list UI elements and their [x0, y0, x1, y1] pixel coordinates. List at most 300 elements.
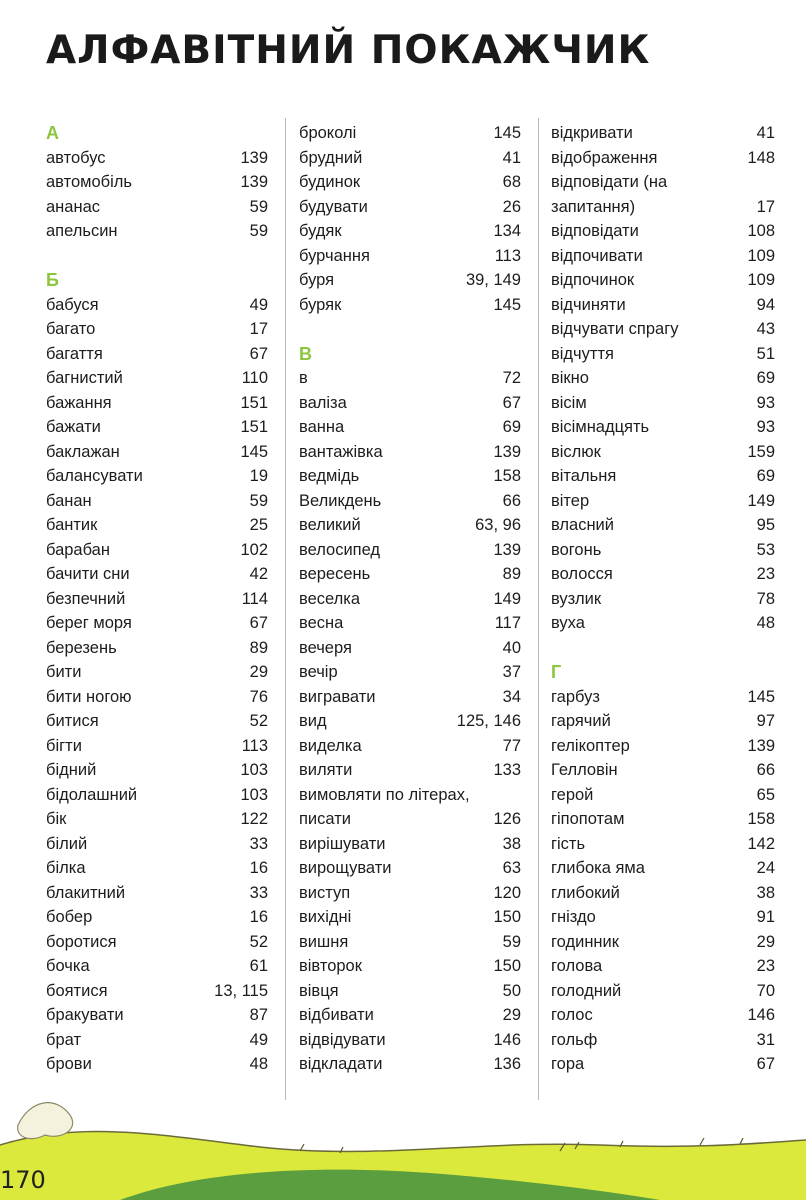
index-entry: [551, 930, 775, 955]
page-reference: 40: [502, 638, 521, 657]
index-entry: [46, 660, 268, 685]
index-term: берег моря: [46, 614, 132, 632]
page-reference: 33: [249, 834, 268, 853]
index-entry: [551, 881, 775, 906]
index-term: вуха: [551, 614, 585, 632]
index-entry: [299, 562, 521, 587]
index-entry: [46, 856, 268, 881]
index-entry: [299, 244, 521, 269]
index-term: відчувати спрагу: [551, 320, 679, 338]
page-reference: 150: [493, 957, 521, 975]
index-term: бік: [46, 810, 67, 828]
index-term: вітальня: [551, 467, 617, 485]
index-entry: [46, 562, 268, 587]
page-reference: 91: [756, 908, 775, 926]
index-entry: [46, 979, 268, 1004]
index-term: ванна: [299, 418, 345, 436]
index-entry: [299, 832, 521, 857]
page-reference: 67: [756, 1055, 775, 1073]
index-term: в: [299, 369, 308, 387]
page-reference: 67: [249, 614, 268, 632]
page-reference: 93: [756, 418, 775, 436]
page-reference: 59: [502, 932, 521, 951]
index-entry: [551, 905, 775, 930]
index-entry: [551, 758, 775, 783]
index-term: будинок: [299, 173, 361, 191]
page-reference: 113: [241, 736, 268, 755]
index-entry: [46, 734, 268, 759]
index-entry: [46, 464, 268, 489]
index-term: вересень: [299, 565, 371, 583]
index-entry: [46, 758, 268, 783]
index-entry: [551, 195, 775, 220]
page-reference: 125, 146: [456, 712, 521, 730]
page-reference: 39, 149: [465, 271, 521, 289]
page-reference: 43: [756, 320, 775, 338]
index-entry: [551, 489, 775, 514]
index-entry: [46, 415, 268, 440]
section-letter: Г: [551, 662, 562, 682]
index-entry: [551, 170, 775, 195]
index-entry: [46, 1052, 268, 1077]
page-reference: 38: [502, 834, 521, 853]
index-term: бачити сни: [46, 565, 130, 583]
index-term: відпочивати: [551, 246, 643, 265]
index-term: вогонь: [551, 540, 602, 559]
page-reference: 151: [240, 393, 268, 412]
section-gap: [551, 636, 775, 661]
index-term: голодний: [551, 981, 622, 1000]
index-entry: [551, 709, 775, 734]
index-entry: [551, 832, 775, 857]
page-reference: 66: [756, 761, 775, 779]
index-term: відкладати: [299, 1055, 383, 1073]
page-reference: 16: [249, 908, 268, 926]
index-term: автобус: [46, 148, 106, 167]
index-term: велосипед: [299, 540, 381, 559]
index-column-2: [299, 121, 521, 1077]
index-term: власний: [551, 516, 614, 534]
index-entry: [299, 954, 521, 979]
index-term: бідний: [46, 761, 97, 779]
page-reference: 49: [249, 1030, 268, 1049]
page-reference: 68: [502, 173, 521, 191]
page-reference: 94: [756, 295, 775, 314]
index-term: глибока яма: [551, 859, 645, 877]
page-reference: 145: [493, 295, 521, 314]
index-term: боротися: [46, 932, 117, 951]
page-reference: 97: [756, 712, 775, 730]
index-term: безпечний: [46, 589, 126, 608]
page-reference: 95: [756, 516, 775, 534]
index-term: брудний: [299, 148, 363, 167]
index-entry: [551, 317, 775, 342]
index-term: відповідати (на: [551, 173, 668, 191]
page-reference: 38: [756, 883, 775, 902]
index-entry: [299, 758, 521, 783]
page-reference: 77: [502, 736, 521, 755]
page-reference: 37: [502, 663, 521, 681]
page-reference: 78: [756, 589, 775, 608]
index-term: буряк: [299, 295, 342, 314]
index-term: апельсин: [46, 222, 118, 240]
page-reference: 67: [249, 344, 268, 363]
index-term: вівторок: [299, 957, 362, 975]
index-term: битися: [46, 712, 99, 730]
page-reference: 42: [249, 565, 268, 583]
index-term: бобер: [46, 908, 93, 926]
index-term: буря: [299, 271, 335, 289]
index-term: гіпопотам: [551, 810, 625, 828]
index-term: банан: [46, 491, 92, 510]
index-entry: [299, 930, 521, 955]
index-term: гніздо: [551, 908, 596, 926]
page-reference: 19: [249, 467, 268, 485]
page-reference: 145: [240, 442, 268, 461]
index-term: відповідати: [551, 222, 639, 240]
index-term: бабуся: [46, 295, 99, 314]
page-reference: 146: [493, 1030, 521, 1049]
index-term: валіза: [299, 393, 347, 412]
index-term: Великдень: [299, 491, 382, 510]
page-reference: 145: [747, 687, 775, 706]
page-reference: 134: [493, 222, 521, 240]
page-reference: 16: [249, 859, 268, 877]
index-term: вишня: [299, 932, 349, 951]
index-entry: [299, 660, 521, 685]
index-term: гарячий: [551, 712, 611, 730]
section-gap: [299, 317, 521, 342]
index-entry: [299, 856, 521, 881]
index-entry: [46, 538, 268, 563]
index-entry: [551, 562, 775, 587]
index-entry: [299, 881, 521, 906]
page-reference: 120: [493, 883, 521, 902]
index-term: глибокий: [551, 883, 620, 902]
index-entry: [299, 464, 521, 489]
index-term: багнистий: [46, 369, 123, 387]
index-entry: [46, 1003, 268, 1028]
index-entry: [46, 489, 268, 514]
index-entry: [551, 783, 775, 808]
index-entry: [299, 685, 521, 710]
page-reference: 67: [502, 393, 521, 412]
page-reference: 51: [756, 344, 775, 363]
index-entry: [551, 954, 775, 979]
page-title: АЛФАВІТНИЙ ПОКАЖЧИК: [46, 28, 651, 73]
index-entry: [299, 611, 521, 636]
page-reference: 26: [502, 197, 521, 216]
page-reference: 49: [249, 295, 268, 314]
index-entry: [46, 195, 268, 220]
page-reference: 122: [240, 810, 268, 828]
index-entry: [46, 587, 268, 612]
page-reference: 69: [756, 369, 775, 387]
index-entry: [299, 979, 521, 1004]
index-entry: [46, 391, 268, 416]
index-entry: [551, 464, 775, 489]
index-term: бити ногою: [46, 687, 132, 706]
page-reference: 13, 115: [214, 981, 268, 1000]
index-entry: [551, 611, 775, 636]
index-term: відбивати: [299, 1006, 374, 1024]
index-entry: [299, 587, 521, 612]
index-term: баклажан: [46, 442, 120, 461]
index-term: вид: [299, 712, 327, 730]
index-term: бігти: [46, 736, 82, 755]
index-column-1: [46, 121, 268, 1077]
index-term: ведмідь: [299, 467, 360, 485]
page-reference: 25: [249, 516, 268, 534]
index-term: гольф: [551, 1030, 598, 1049]
index-term: гість: [551, 834, 586, 853]
index-entry: [46, 513, 268, 538]
index-entry: [551, 734, 775, 759]
index-term: бити: [46, 663, 82, 681]
index-entry: [46, 293, 268, 318]
page-reference: 52: [249, 932, 268, 951]
page-reference: 29: [502, 1006, 521, 1024]
index-entry: [299, 905, 521, 930]
index-entry: [299, 195, 521, 220]
page-reference: 65: [756, 785, 775, 804]
index-term: бажання: [46, 393, 112, 412]
index-term: виляти: [299, 761, 353, 779]
index-entry: [46, 807, 268, 832]
index-entry: [551, 1052, 775, 1077]
index-term: боятися: [46, 981, 108, 1000]
page-reference: 146: [747, 1006, 775, 1024]
index-entry: [551, 268, 775, 293]
page-reference: 17: [756, 197, 775, 216]
page-reference: 50: [502, 981, 521, 1000]
index-term: відображення: [551, 148, 658, 167]
section-letter: А: [46, 123, 59, 143]
index-term: брат: [46, 1030, 81, 1049]
page-reference: 158: [493, 467, 521, 485]
index-term: ананас: [46, 197, 101, 216]
index-entry: [299, 734, 521, 759]
index-term: будяк: [299, 222, 342, 240]
page-reference: 102: [240, 540, 268, 559]
page-reference: 89: [502, 565, 521, 583]
index-term: будувати: [299, 197, 368, 216]
index-entry: [551, 685, 775, 710]
page-reference: 149: [747, 491, 775, 510]
index-term: брови: [46, 1055, 92, 1073]
index-term: вісімнадцять: [551, 418, 650, 436]
index-term: годинник: [551, 932, 619, 951]
index-term: відкривати: [551, 124, 633, 142]
page-reference: 34: [502, 687, 521, 706]
index-term: виделка: [299, 736, 362, 755]
page-reference: 145: [493, 124, 521, 142]
index-term: білий: [46, 834, 88, 853]
index-entry: [551, 1003, 775, 1028]
index-entry: [299, 415, 521, 440]
index-term: бочка: [46, 957, 90, 975]
index-entry: [299, 1028, 521, 1053]
index-term: багато: [46, 320, 96, 338]
index-term: білка: [46, 859, 86, 877]
index-entry: [46, 611, 268, 636]
index-entry: [551, 513, 775, 538]
page-number: 170: [0, 1166, 46, 1194]
index-entry: [551, 121, 775, 146]
index-entry: [46, 832, 268, 857]
index-term: бракувати: [46, 1006, 124, 1024]
column-divider: [538, 118, 539, 1100]
page-reference: 150: [493, 908, 521, 926]
page-reference: 108: [747, 222, 775, 240]
index-term: виступ: [299, 883, 351, 902]
index-term: вітер: [551, 491, 590, 510]
index-term: автомобіль: [46, 173, 132, 191]
page-reference: 63: [502, 859, 521, 877]
index-term: вісім: [551, 393, 587, 412]
index-term: вимовляти по літерах,: [299, 785, 470, 804]
page-reference: 103: [240, 761, 268, 779]
index-entry: [551, 244, 775, 269]
page-reference: 103: [240, 785, 268, 804]
index-entry: [46, 317, 268, 342]
index-entry: [46, 170, 268, 195]
page-reference: 59: [249, 491, 268, 510]
index-term: бідолашний: [46, 785, 138, 804]
page-reference: 63, 96: [475, 516, 521, 534]
page-reference: 59: [249, 222, 268, 240]
index-entry: [299, 489, 521, 514]
index-term: віслюк: [551, 442, 601, 461]
index-entry: [551, 366, 775, 391]
page-reference: 110: [241, 369, 268, 387]
index-entry: [299, 783, 521, 808]
index-entry: [299, 440, 521, 465]
index-entry: [299, 538, 521, 563]
index-entry: [299, 1003, 521, 1028]
index-entry: [299, 121, 521, 146]
index-term: гелікоптер: [551, 736, 630, 755]
index-entry: [551, 415, 775, 440]
index-entry: [46, 1028, 268, 1053]
index-entry: [299, 366, 521, 391]
page-reference: 109: [747, 246, 775, 265]
column-divider: [285, 118, 286, 1100]
index-term: блакитний: [46, 883, 126, 902]
index-term: броколі: [299, 124, 357, 142]
page-reference: 17: [249, 320, 268, 338]
index-term: веселка: [299, 589, 361, 608]
index-term: відвідувати: [299, 1030, 386, 1049]
index-entry: [551, 293, 775, 318]
page-reference: 61: [249, 957, 268, 975]
page-reference: 151: [240, 418, 268, 436]
index-term: відчуття: [551, 344, 614, 363]
index-entry: [46, 219, 268, 244]
page-reference: 93: [756, 393, 775, 412]
page-reference: 29: [756, 932, 775, 951]
page-reference: 148: [747, 148, 775, 167]
index-term: вихідні: [299, 908, 352, 926]
index-term: барабан: [46, 540, 110, 559]
index-term: бурчання: [299, 246, 370, 265]
page-reference: 24: [756, 859, 775, 877]
index-term: березень: [46, 638, 117, 657]
index-term: герой: [551, 785, 594, 804]
page-reference: 41: [502, 148, 521, 167]
page-reference: 117: [494, 614, 521, 632]
page-reference: 48: [249, 1055, 268, 1073]
page-reference: 139: [747, 736, 775, 755]
index-term: відпочинок: [551, 271, 635, 289]
index-term: Гелловін: [551, 761, 618, 779]
index-entry: [299, 219, 521, 244]
index-entry: [551, 391, 775, 416]
grass-landscape-illustration: [0, 1085, 806, 1200]
index-entry: [46, 930, 268, 955]
section-letter: Б: [46, 270, 59, 290]
index-entry: [551, 342, 775, 367]
index-entry: [551, 440, 775, 465]
page-reference: 113: [494, 246, 521, 265]
index-entry: [46, 636, 268, 661]
page-reference: 139: [240, 148, 268, 167]
page-reference: 53: [756, 540, 775, 559]
index-entry: [299, 268, 521, 293]
page-reference: 114: [241, 589, 268, 608]
page-reference: 149: [493, 589, 521, 608]
page-reference: 139: [493, 442, 521, 461]
index-term: вечір: [299, 663, 338, 681]
index-term: вівця: [299, 981, 339, 1000]
index-term: багаття: [46, 344, 103, 363]
index-term: вантажівка: [299, 442, 383, 461]
index-term: голова: [551, 957, 603, 975]
index-entry: [551, 538, 775, 563]
page-reference: 70: [756, 981, 775, 1000]
index-term: вирішувати: [299, 834, 386, 853]
index-entry: [299, 170, 521, 195]
page-reference: 52: [249, 712, 268, 730]
index-term: запитання): [551, 197, 636, 216]
page-reference: 159: [747, 442, 775, 461]
index-entry: [46, 366, 268, 391]
index-term: вигравати: [299, 687, 376, 706]
index-term: писати: [299, 810, 351, 828]
index-entry: [299, 391, 521, 416]
section-letter: В: [299, 343, 312, 364]
index-entry: [46, 954, 268, 979]
index-term: весна: [299, 614, 344, 632]
index-entry: [46, 146, 268, 171]
index-entry: [46, 685, 268, 710]
index-entry: [46, 881, 268, 906]
index-entry: [46, 342, 268, 367]
page-reference: 142: [747, 834, 775, 853]
index-entry: [46, 440, 268, 465]
index-entry: [551, 856, 775, 881]
page-reference: 87: [249, 1006, 268, 1024]
index-term: вікно: [551, 369, 589, 387]
page-reference: 126: [493, 810, 521, 828]
index-term: вечеря: [299, 638, 352, 657]
page-reference: 31: [756, 1030, 775, 1049]
page-reference: 139: [493, 540, 521, 559]
page-reference: 136: [493, 1055, 521, 1073]
page-reference: 29: [249, 663, 268, 681]
index-term: вирощувати: [299, 859, 392, 877]
index-entry: [551, 979, 775, 1004]
